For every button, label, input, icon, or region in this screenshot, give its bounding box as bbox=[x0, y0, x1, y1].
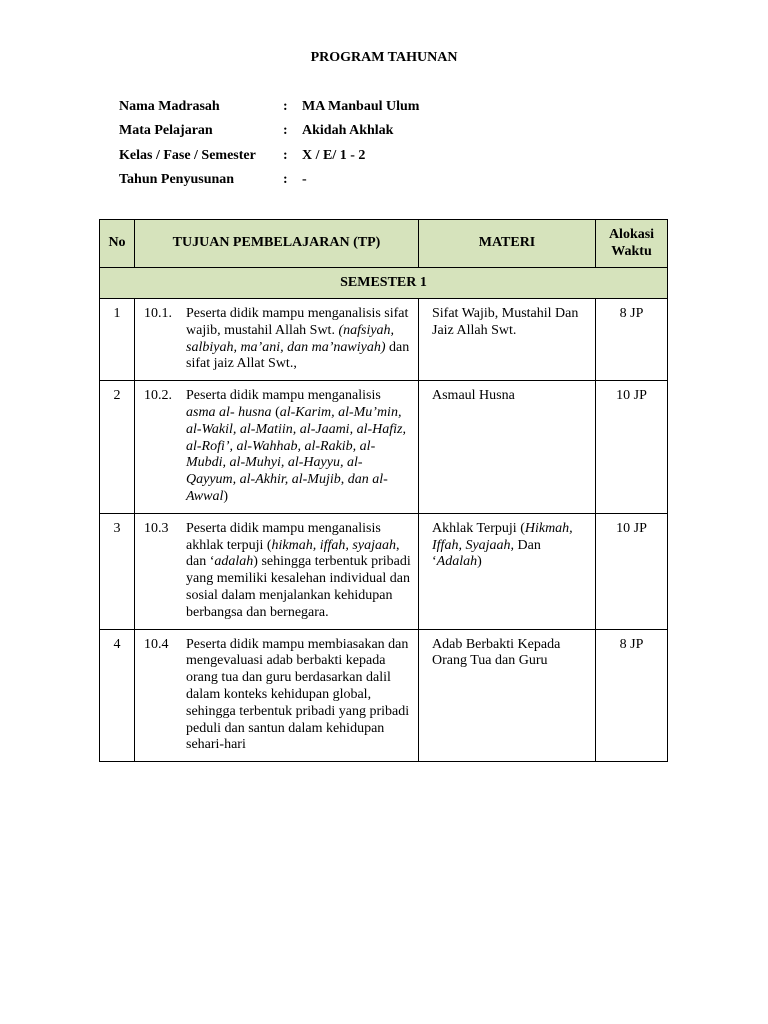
info-value: Akidah Akhlak bbox=[302, 123, 394, 139]
tujuan-pembelajaran-cell bbox=[135, 299, 419, 381]
tp-text-segment: al-Karim, al-Mu’min, al-Wakil, al-Matiin, al-Jaami, al-Hafiz, al-Rofi’, al-Wahhab, al-Rakib, al- Mubdi, al-Muhyi, al-Hayyu, al-Qayyum, al-Akhir, al-Mujib bbox=[186, 404, 406, 488]
semester-row bbox=[100, 268, 668, 299]
table-row bbox=[100, 381, 668, 514]
tp-code: 10.2. bbox=[144, 388, 172, 404]
tp-text-segment: Peserta didik mampu menganalisis bbox=[186, 388, 381, 404]
tp-text-segment: ) sehingga terbentuk pribadi yang memiliki kesalehan individual dan sosial dalam menjalankan kehidupan berbangsa dan bernegara. bbox=[186, 554, 411, 620]
alokasi-waktu-cell: 8 JP bbox=[596, 629, 668, 762]
info-label: Kelas / Fase / Semester bbox=[119, 147, 256, 163]
materi-text-segment: Hikmah, Iffah, Syajaah, bbox=[432, 520, 573, 553]
tp-text bbox=[186, 521, 412, 622]
info-row-mata-pelajaran bbox=[119, 119, 419, 143]
tp-text-segment: hikmah, iffah, syajaah bbox=[271, 537, 396, 553]
info-colon: : bbox=[283, 123, 288, 139]
materi-text-segment: Akhlak Terpuji ( bbox=[432, 520, 525, 536]
tp-text-segment: asma al- husna bbox=[186, 404, 272, 420]
table-header-row bbox=[100, 220, 668, 268]
tp-text-segment: ( bbox=[271, 404, 280, 420]
tp-text bbox=[186, 637, 412, 755]
tp-wrap bbox=[144, 637, 412, 755]
table-row bbox=[100, 513, 668, 629]
tujuan-pembelajaran-cell bbox=[135, 629, 419, 762]
document-title: PROGRAM TAHUNAN bbox=[310, 50, 458, 65]
header-alokasi-waktu bbox=[596, 220, 668, 268]
materi-text-segment: ) bbox=[477, 554, 482, 570]
info-colon: : bbox=[283, 172, 288, 188]
tp-code: 10.3 bbox=[144, 520, 169, 536]
info-value: X / E/ 1 - 2 bbox=[302, 147, 366, 163]
row-number: 3 bbox=[100, 513, 135, 629]
header-tujuan-pembelajaran: TUJUAN PEMBELAJARAN (TP) bbox=[135, 220, 419, 268]
tp-text-segment: Peserta didik mampu menganalisis akhlak terpuji ( bbox=[186, 520, 381, 553]
materi-text-segment: Dan ‘ bbox=[432, 537, 541, 570]
alokasi-waktu-cell: 10 JP bbox=[596, 381, 668, 514]
tp-text-segment: (nafsiyah, salbiyah, ma’ani, dan ma’nawiyah) bbox=[186, 322, 395, 355]
tp-text-segment: ) bbox=[223, 488, 229, 504]
materi-cell bbox=[419, 299, 596, 381]
materi-text-segment: Adab Berbakti Kepada Orang Tua dan Guru bbox=[432, 636, 561, 669]
info-row-madrasah bbox=[119, 95, 419, 119]
info-label: Mata Pelajaran bbox=[119, 123, 213, 139]
alokasi-waktu-cell: 8 JP bbox=[596, 299, 668, 381]
tp-text-segment: , dan ‘ bbox=[186, 537, 400, 570]
program-table bbox=[99, 219, 668, 762]
materi-text-segment: Sifat Wajib, Mustahil Dan Jaiz Allah Swt. bbox=[432, 306, 579, 338]
row-number: 4 bbox=[100, 629, 135, 762]
table-row bbox=[100, 299, 668, 381]
semester-label: SEMESTER 1 bbox=[100, 268, 668, 299]
tujuan-pembelajaran-cell bbox=[135, 381, 419, 514]
info-label: Nama Madrasah bbox=[119, 99, 220, 115]
tp-code: 10.1. bbox=[144, 306, 172, 321]
info-colon: : bbox=[283, 99, 288, 115]
info-label: Tahun Penyusunan bbox=[119, 172, 235, 188]
info-value: - bbox=[302, 172, 307, 188]
materi-text-segment: Adalah bbox=[436, 554, 478, 570]
info-row-tahun bbox=[119, 168, 419, 192]
materi-cell bbox=[419, 513, 596, 629]
table-row bbox=[100, 629, 668, 762]
tp-text-segment: Peserta didik mampu membiasakan dan mengevaluasi adab berbakti kepada orang tua dan guru berdasarkan dalil dalam konteks kehidupan global, sehingga terbentuk pribadi yang pribadi peduli dan santun dalam kehidupan sehari-hari bbox=[186, 636, 410, 753]
tp-code: 10.4 bbox=[144, 636, 169, 652]
info-row-kelas bbox=[119, 144, 419, 168]
tp-text-segment: dan sifat jaiz Allat Swt., bbox=[186, 339, 410, 372]
alokasi-waktu-cell: 10 JP bbox=[596, 513, 668, 629]
tp-text-segment: adalah bbox=[214, 554, 254, 570]
tp-text-segment: Peserta didik mampu menganalisis sifat wajib, mustahil Allah Swt. bbox=[186, 306, 409, 338]
materi-text-segment: Asmaul Husna bbox=[432, 388, 515, 404]
info-colon: : bbox=[283, 147, 288, 163]
materi-cell bbox=[419, 381, 596, 514]
tujuan-pembelajaran-cell bbox=[135, 513, 419, 629]
tp-text-segment: , bbox=[340, 472, 348, 488]
header-alokasi-line1: Alokasi bbox=[608, 226, 655, 242]
header-alokasi-line2: Waktu bbox=[611, 243, 652, 259]
materi-cell bbox=[419, 629, 596, 762]
row-number: 2 bbox=[100, 381, 135, 514]
tp-text bbox=[186, 388, 412, 506]
tp-text bbox=[186, 306, 412, 373]
tp-wrap bbox=[144, 521, 412, 622]
info-value: MA Manbaul Ulum bbox=[302, 99, 420, 115]
tp-text-segment: dan al-Awwal bbox=[186, 472, 388, 504]
tp-wrap bbox=[144, 306, 412, 373]
tp-wrap bbox=[144, 388, 412, 506]
header-materi: MATERI bbox=[419, 220, 596, 268]
header-no: No bbox=[100, 220, 135, 268]
row-number: 1 bbox=[100, 299, 135, 381]
info-table bbox=[119, 95, 419, 192]
